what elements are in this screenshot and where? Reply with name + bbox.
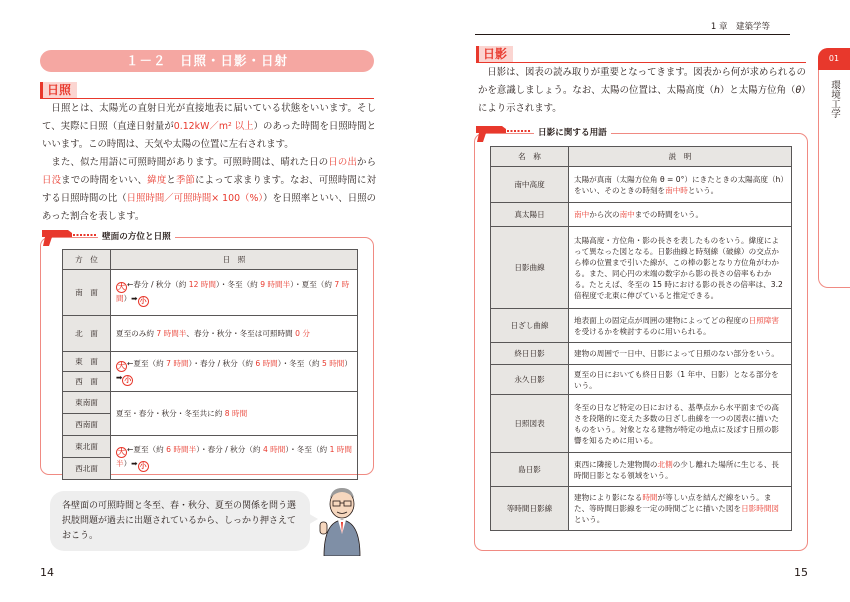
table-row: 東南面 夏至・春分・秋分・冬至共に約 8 時間	[63, 392, 358, 414]
heading-nissho: 日照	[40, 82, 77, 98]
nissho-body: 日照とは、太陽光の直射日光が直接地表に届いている状態をいいます。そして、実際に日照（直達日射量が0.12kW／m² 以上）のあった時間を日照時間といいます。この時間は、天気や太陽の位置に左右されます。 また、似た用語に可照時間があります。可照時間は、晴れた日の日の出から日没までの時間をいい、緯度と季節によって求まります。なお、可照時間に対する日照時間の比（日照時間／可照時間× 100（%））を日照率といい、日照のあった割合を表します。	[42, 103, 376, 222]
table-row: 北 面 夏至のみ約 7 時間半、春分・秋分・冬至は可照時間 0 分	[63, 316, 358, 352]
table-row: 南中高度 太陽が真南（太陽方位角 θ = 0°）にきたときの太陽高度（h）をいい、そのときの時刻を南中時という。	[491, 167, 792, 203]
orientation-table	[62, 249, 358, 480]
table-row: 島日影 東西に隣接した建物間の北側の少し離れた場所に生じる、長時間日影となる領域をいう。	[491, 453, 792, 487]
speech-pointer	[306, 512, 318, 526]
table-row: 終日日影 建物の周囲で一日中、日影によって日照のない部分をいう。	[491, 343, 792, 365]
exam-tip-box: 各壁面の可照時間と冬至、春・秋分、夏至の関係を問う選択肢問題が過去に出題されているから、しっかり押さえておこう。	[50, 491, 310, 551]
chapter-tab-number: 01	[818, 48, 850, 70]
table-row: 西北面	[63, 458, 358, 480]
table-header-sunshine: 日 照	[111, 250, 358, 270]
table-row: 真太陽日 南中から次の南中までの時間をいう。	[491, 203, 792, 227]
pointer-gun-icon	[40, 226, 100, 248]
section-title: １－２ 日照・日影・日射	[40, 50, 374, 72]
table-row: 等時間日影線 建物により影になる時間が等しい点を結んだ線をいう。また、等時間日影線を一定の時間ごとに描いた図を日影時間図という。	[491, 487, 792, 531]
table-header-explanation: 説 明	[569, 147, 792, 167]
header-rule	[475, 34, 790, 35]
table-row: 南 面 大 ←春分 / 秋分（約 12 時間）・冬至（約 9 時間半）・夏至（約 7 時間）➡ 小	[63, 270, 358, 316]
nichiei-body: 日影は、図表の読み取りが重要となってきます。図表から何が求められるのかを意識しましょう。なお、太陽の位置は、太陽高度（h）と太陽方位角（θ）により示されます。	[478, 67, 806, 114]
shadow-terms-panel-label: 日影に関する用語	[534, 126, 611, 138]
table-row: 西南面	[63, 414, 358, 436]
table-row: 日ざし曲線 地表面上の固定点が周囲の建物によってどの程度の日照障害を受けるかを検討するのに用いられる。	[491, 309, 792, 343]
table-row: 日影曲線 太陽高度・方位角・影の長さを表したものをいう。緯度によって異なった図となる。日影曲線と時刻線（破線）の交点から棒の位置まで引いた線が、この棒の影となり方位角がわかる。また、同心円の末端の数字から影の長さの倍率もわかる。たとえば、冬至の 15 時における影の長さの倍率は、3.2 倍程度で北東に伸びていると推定できる。	[491, 227, 792, 309]
page-number-left: 14	[40, 566, 54, 579]
table-row: 永久日影 夏至の日においても終日日影（1 年中、日影）となる部分をいう。	[491, 365, 792, 395]
shadow-terms-table	[490, 146, 792, 531]
table-header-direction: 方 位	[63, 250, 111, 270]
heading-rule	[40, 98, 374, 99]
orientation-panel-label: 壁面の方位と日照	[98, 230, 175, 242]
table-row: 東 面 大 ←夏至（約 7 時間）・春分 / 秋分（約 6 時間）・冬至（約 5 時間）➡ 小	[63, 352, 358, 372]
chapter-tab-label: 環境工学	[829, 80, 840, 118]
heading-rule	[476, 62, 806, 63]
table-header-name: 名 称	[491, 147, 569, 167]
teacher-illustration-icon	[318, 484, 366, 556]
pointer-gun-icon	[474, 122, 534, 144]
chapter-header: 1 章 建築学等	[710, 22, 770, 32]
page-number-right: 15	[794, 566, 808, 579]
heading-nichiei: 日影	[476, 46, 513, 62]
table-row: 西 面	[63, 372, 358, 392]
table-row: 東北面 大 ←夏至（約 6 時間半）・春分 / 秋分（約 4 時間）・冬至（約 1 時間半）➡ 小	[63, 436, 358, 458]
table-row: 日照図表 冬至の日など特定の日における、基準点から水平面までの高さを段階的に変えた多数の日ざし曲線を一つの図表に描いたものをいう。対象となる建物が特定の地点に及ぼす日照の影響を知るために用いる。	[491, 395, 792, 453]
